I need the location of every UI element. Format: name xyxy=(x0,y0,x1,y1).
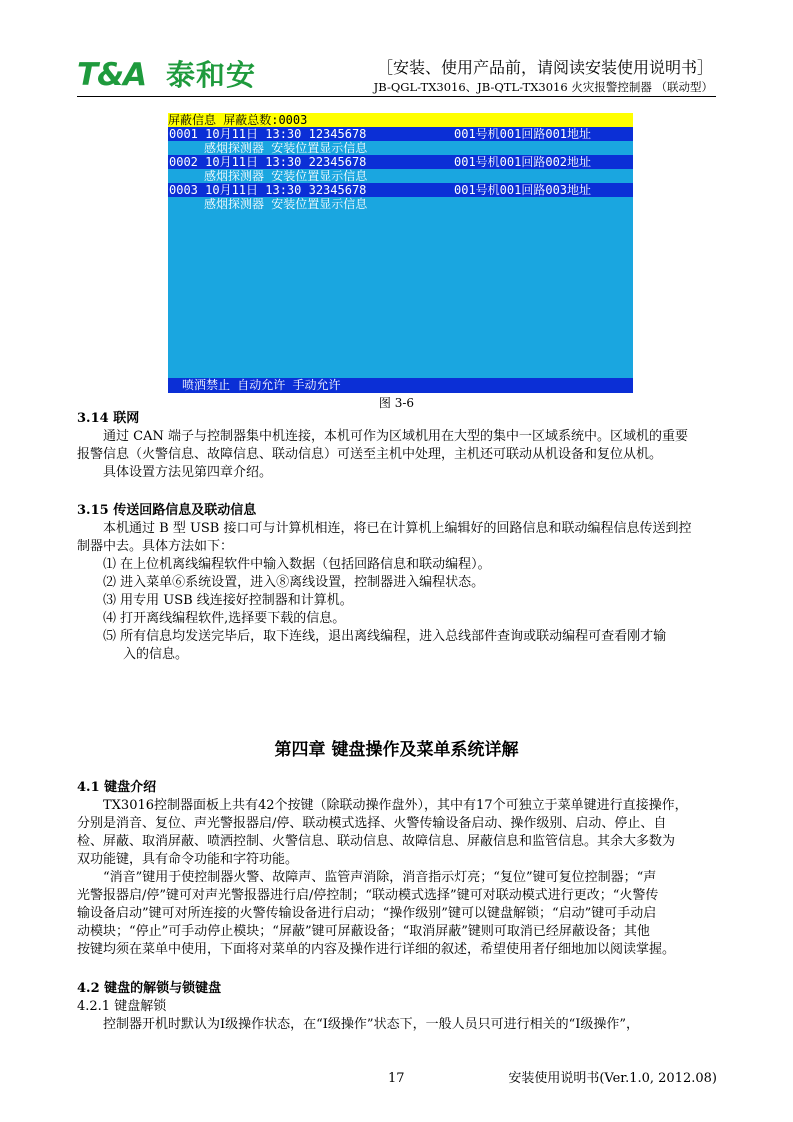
record-3-address: 001号机001回路003地址 xyxy=(454,183,592,197)
figure-caption: 图 3-6 xyxy=(378,396,415,410)
list-item: ⑵ 进入菜单⑥系统设置，进入⑧离线设置，控制器进入编程状态。 xyxy=(103,575,485,590)
section-heading: 4.1 键盘介绍 xyxy=(77,780,157,795)
record-3-line1: 0003 10月11日 13:30 32345678 xyxy=(169,183,367,197)
logo-latin-text: T&A xyxy=(77,57,147,93)
record-2-line2: 感烟探测器 安装位置显示信息 xyxy=(204,169,368,183)
header-model: JB-QGL-TX3016、JB-QTL-TX3016 火灾报警控制器 （联动型） xyxy=(373,80,713,94)
record-1-line2: 感烟探测器 安装位置显示信息 xyxy=(204,141,368,155)
section-heading: 3.15 传送回路信息及联动信息 xyxy=(77,503,257,518)
record-2-line1: 0002 10月11日 13:30 22345678 xyxy=(169,155,367,169)
paragraph-line: 本机通过 B 型 USB 接口可与计算机相连，将已在计算机上编辑好的回路信息和联动编程信息传送到控 xyxy=(103,521,692,536)
company-logo xyxy=(77,56,272,96)
paragraph-line: 报警信息（火警信息、故障信息、联动信息）可送至主机中处理，主机还可联动从机设备和复位从机。 xyxy=(77,447,663,462)
paragraph-line: TX3016控制器面板上共有42个按键（除联动操作盘外），其中有17个可独立于菜单键进行直接操作， xyxy=(103,798,688,813)
list-item: ⑴ 在上位机离线编程软件中输入数据（包括回路信息和联动编程）。 xyxy=(103,557,491,572)
record-1-line1: 0001 10月11日 13:30 12345678 xyxy=(169,127,367,141)
screen-title-bar: 屏蔽信息 屏蔽总数:0003 xyxy=(168,113,633,127)
logo-cjk-text: 泰和安 xyxy=(166,58,257,92)
chapter-title: 第四章 键盘操作及菜单系统详解 xyxy=(274,740,519,760)
list-item: ⑷ 打开离线编程软件,选择要下载的信息。 xyxy=(103,611,346,626)
paragraph-line: 具体设置方法见第四章介绍。 xyxy=(103,465,273,480)
paragraph-line: “消音”键用于使控制器火警、故障声、监管声消除，消音指示灯亮；“复位”键可复位控制器；“声 xyxy=(103,870,657,885)
section-heading: 3.14 联网 xyxy=(77,411,140,426)
paragraph-line: 控制器开机时默认为I级操作状态，在“I级操作”状态下，一般人员只可进行相关的“I级操作”， xyxy=(103,1017,639,1032)
record-2-address: 001号机001回路002地址 xyxy=(454,155,592,169)
paragraph-line: 制器中去。具体方法如下： xyxy=(77,539,234,554)
paragraph-line: 光警报器启/停”键可对声光警报器进行启/停控制；“联动模式选择”键可对联动模式进行更改；“火警传 xyxy=(77,888,659,903)
paragraph-line: 分别是消音、复位、声光警报器启/停、联动模式选择、火警传输设备启动、操作级别、启动、停止、自 xyxy=(77,816,667,831)
lcd-screen-figure xyxy=(168,113,633,393)
paragraph-line: 通过 CAN 端子与控制器集中机连接，本机可作为区域机用在大型的集中一区域系统中。区域机的重要 xyxy=(103,429,688,444)
record-1-address: 001号机001回路001地址 xyxy=(454,127,592,141)
section-heading: 4.2 键盘的解锁与锁键盘 xyxy=(77,981,222,996)
header-notice: ［安装、使用产品前，请阅读安装使用说明书］ xyxy=(376,58,713,77)
list-item-continued: 入的信息。 xyxy=(123,647,189,662)
paragraph-line: 双功能键，具有命令功能和字符功能。 xyxy=(77,852,299,867)
manual-version: 安装使用说明书(Ver.1.0, 2012.08) xyxy=(508,1071,717,1086)
paragraph-line: 动模块；“停止”可手动停止模块；“屏蔽”键可屏蔽设备；“取消屏蔽”键则可取消已经屏蔽设备；其他 xyxy=(77,924,650,939)
record-3-line2: 感烟探测器 安装位置显示信息 xyxy=(204,197,368,211)
paragraph-line: 检、屏蔽、取消屏蔽、喷洒控制、火警信息、联动信息、故障信息、屏蔽信息和监管信息。其余大多数为 xyxy=(77,834,676,849)
page-number: 17 xyxy=(388,1071,405,1086)
paragraph-line: 输设备启动”键可对所连接的火警传输设备进行启动；“操作级别”键可以键盘解锁；“启动”键可手动启 xyxy=(77,906,657,921)
header-divider xyxy=(77,96,716,97)
screen-status-bar xyxy=(168,378,633,393)
list-item: ⑶ 用专用 USB 线连接好控制器和计算机。 xyxy=(103,593,353,608)
paragraph-line: 按键均须在菜单中使用，下面将对菜单的内容及操作进行详细的叙述，希望使用者仔细地加以阅读掌握。 xyxy=(77,942,676,957)
screen-status-text: 喷洒禁止 自动允许 手动允许 xyxy=(182,378,341,392)
list-item: ⑸ 所有信息均发送完毕后，取下连线，退出离线编程，进入总线部件查询或联动编程可查看刚才输 xyxy=(103,629,667,644)
subsection-heading: 4.2.1 键盘解锁 xyxy=(77,999,167,1014)
